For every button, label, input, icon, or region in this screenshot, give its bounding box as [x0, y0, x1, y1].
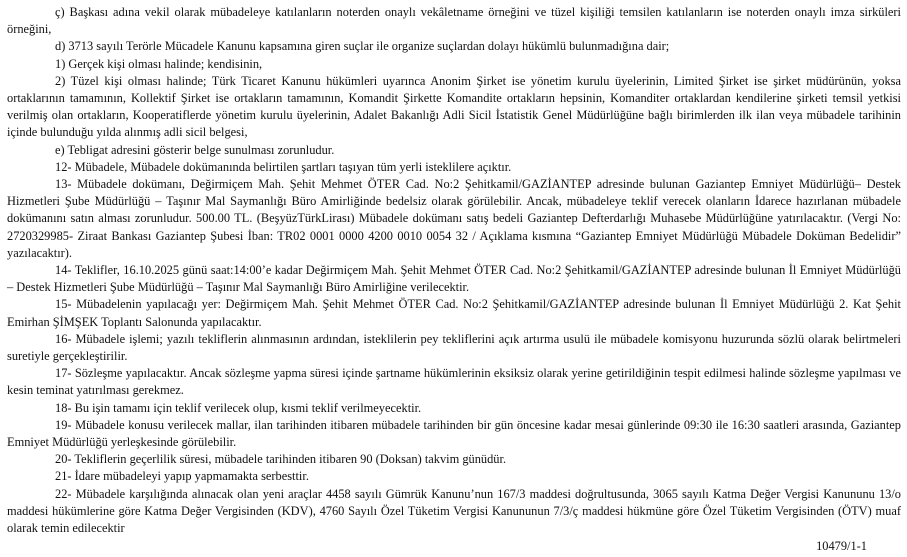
article-13-document: 13- Mübadele dokümanı, Değirmiçem Mah. Şehit Mehmet ÖTER Cad. No:2 Şehitkamil/GAZİANTEP adresinde bulunan Gaziantep Emniyet Müdürlüğü– Destek Hizmetleri Şube Müdürlüğü – Taşınır Mal Saymanlığı Büro Amirliğinde bedelsiz olarak görülebilir. Ancak, mübadeleye teklif verecek olanların İdarece hazırlanan mübadele dokümanını satın alması zorunludur. 500.00 TL. (BeşyüzTürkLirası) Mübadele dokümanı satış bedeli Gaziantep Defterdarlığı Muhasebe Müdürlüğüne yatırılacaktır. (Vergi No: 2720329985- Ziraat Bankası Gaziantep Şubesi İban: TR02 0001 0000 4200 0010 0054 32 / Açıklama kısmına “Gaziantep Emniyet Müdürlüğü Mübadele Doküman Bedelidir” yazılacaktır).	[7, 177, 901, 260]
clause-d-no-conviction: d) 3713 sayılı Terörle Mücadele Kanunu kapsamına giren suçlar ile organize suçlardan dolayı hükümlü bulunmadığına dair;	[55, 39, 670, 54]
article-15-exchange-venue: 15- Mübadelenin yapılacağı yer: Değirmiçem Mah. Şehit Mehmet ÖTER Cad. No:2 Şehitkamil/GAZİANTEP adresinde bulunan İl Emniyet Müdürlüğü 2. Kat Şehit Emirhan ŞİMŞEK Toplantı Salonunda yapılacaktır.	[7, 297, 901, 329]
clause-c-cedilla-proxy: ç) Başkası adına vekil olarak mübadeleye katılanların noterden onaylı vekâletname örneğini ve tüzel kişiliği temsilen katılanların ise noterden onaylı imza sirküleri örneğini,	[7, 5, 901, 37]
reference-number: 10479/1-1	[816, 539, 867, 553]
clause-d1-natural-person: 1) Gerçek kişi olması halinde; kendisinin,	[55, 56, 263, 71]
article-18-full-bid: 18- Bu işin tamamı için teklif verilecek olup, kısmi teklif verilmeyecektir.	[55, 400, 422, 415]
clause-e-notification-address: e) Tebligat adresini gösterir belge sunulması zorunludur.	[55, 142, 335, 157]
article-19-inspection: 19- Mübadele konusu verilecek mallar, ilan tarihinden itibaren mübadele tarihinden bir gün öncesine kadar mesai günlerinde 09:30 ile 16:30 saatleri arasında, Gaziantep Emniyet Müdürlüğü yerleşkesinde görülebilir.	[7, 417, 901, 450]
article-22-tax-exemption: 22- Mübadele karşılığında alınacak olan yeni araçlar 4458 sayılı Gümrük Kanunu’nun 167/3 maddesi doğrultusunda, 3065 sayılı Katma Değer Vergisi Kanununu 13/o maddesi hükümlerine göre Katma Değer Vergisinden (KDV), 4760 Sayılı Özel Tüketim Vergisi Kanununun 7/3/ç maddesi hükmüne göre Özel Tüketim Vergisinden (ÖTV) muaf olarak temin edilecektir	[7, 486, 901, 536]
article-17-contract: 17- Sözleşme yapılacaktır. Ancak sözleşme yapma süresi içinde şartname hükümlerinin eksiksiz olarak yerine getirildiğinin tespit edilmesi halinde sözleşme yapılması ve kesin teminat yatırılması gerekmez.	[7, 366, 901, 398]
article-14-bid-deadline: 14- Teklifler, 16.10.2025 günü saat:14:00’e kadar Değirmiçem Mah. Şehit Mehmet ÖTER Cad. No:2 Şehitkamil/GAZİANTEP adresinde bulunan İl Emniyet Müdürlüğü – Destek Hizmetleri Şube Müdürlüğü – Taşınır Mal Saymanlığı Büro Amirliğine verilecektir.	[7, 263, 901, 295]
article-21-administration-discretion: 21- İdare mübadeleyi yapıp yapmamakta serbesttir.	[55, 469, 309, 484]
article-20-validity: 20- Tekliflerin geçerlilik süresi, mübadele tarihinden itibaren 90 (Doksan) takvim günüdür.	[55, 452, 507, 467]
article-12-eligibility: 12- Mübadele, Mübadele dokümanında belirtilen şartları taşıyan tüm yerli isteklilere açıktır.	[55, 159, 512, 174]
clause-d2-legal-entity: 2) Tüzel kişi olması halinde; Türk Ticaret Kanunu hükümleri uyarınca Anonim Şirket ise yönetim kurulu üyelerinin, Limited Şirket ise şirket müdürünün, yoksa ortaklarının tamamının, Kollektif Şirket ise ortakların tamamının, Komandit Şirkette Komandite ortakların hepsinin, Komanditer ortaklardan kendilerine şirketi temsil yetkisi verilmiş olan ortakların, Kooperatiflerde yönetim kurulu üyelerinin, Adalet Bakanlığı Adli Sicil İstatistik Genel Müdürlüğüne bağlı birimlerden ilk ilan veya mübadele tarihinin içinde bulunduğu yılda alınmış adli sicil belgesi,	[7, 73, 901, 140]
article-16-exchange-procedure: 16- Mübadele işlemi; yazılı tekliflerin alınmasının ardından, isteklilerin pey tekliflerini açık artırma usulü ile mübadele komisyonu huzurunda sözlü olarak belirtmeleri suretiyle gerçekleştirilir.	[7, 331, 901, 364]
